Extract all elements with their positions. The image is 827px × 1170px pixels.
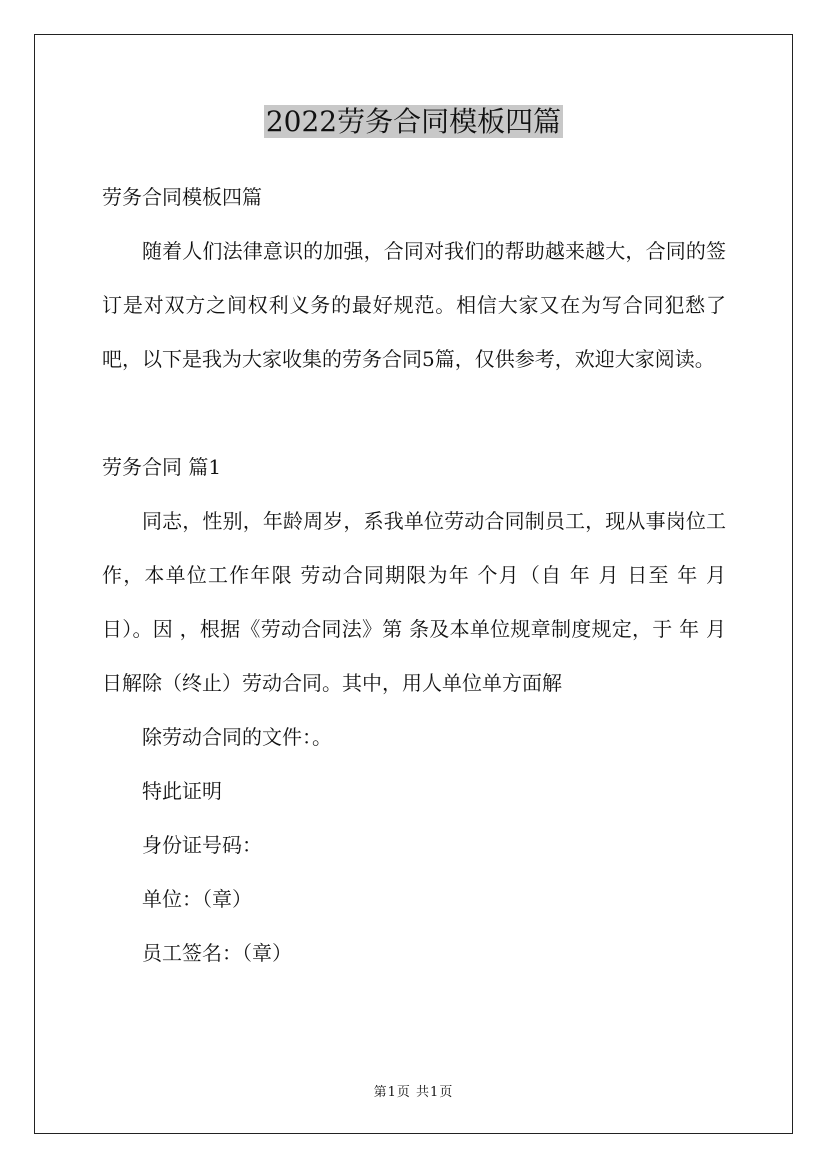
body-line-termination-file: 除劳动合同的文件：。 xyxy=(142,725,332,749)
section-heading: 劳务合同 篇1 xyxy=(102,455,222,479)
page-number: 第1页 共1页 xyxy=(373,1085,454,1100)
body-paragraph: 同志，性别，年龄周岁，系我单位劳动合同制员工，现从事岗位工作，本单位工作年限 劳动合同期限为年 个月（自 年 月 日至 年 月 日）。因 ，根据《劳动合同法》第 条及本单位规章制度规定，于 年 月 日解除（终止）劳动合同。其中，用人单位单方面解 xyxy=(102,509,726,695)
body-line-id-number: 身份证号码： xyxy=(142,833,262,857)
page-footer xyxy=(0,1083,827,1103)
intro-paragraph: 随着人们法律意识的加强，合同对我们的帮助越来越大，合同的签订是对双方之间权利义务的最好规范。相信大家又在为写合同犯愁了吧，以下是我为大家收集的劳务合同5篇，仅供参考，欢迎大家阅读。 xyxy=(102,239,726,371)
spacer xyxy=(102,386,726,440)
document-subtitle: 劳务合同模板四篇 xyxy=(102,185,262,209)
body-line-employer-seal: 单位：（章） xyxy=(142,887,252,911)
document-title xyxy=(0,100,827,144)
body-line-employee-signature: 员工签名：（章） xyxy=(142,941,292,965)
body-line-certification: 特此证明 xyxy=(142,779,222,803)
document-body xyxy=(102,170,726,980)
document-title-text: 2022劳务合同模板四篇 xyxy=(265,105,562,138)
